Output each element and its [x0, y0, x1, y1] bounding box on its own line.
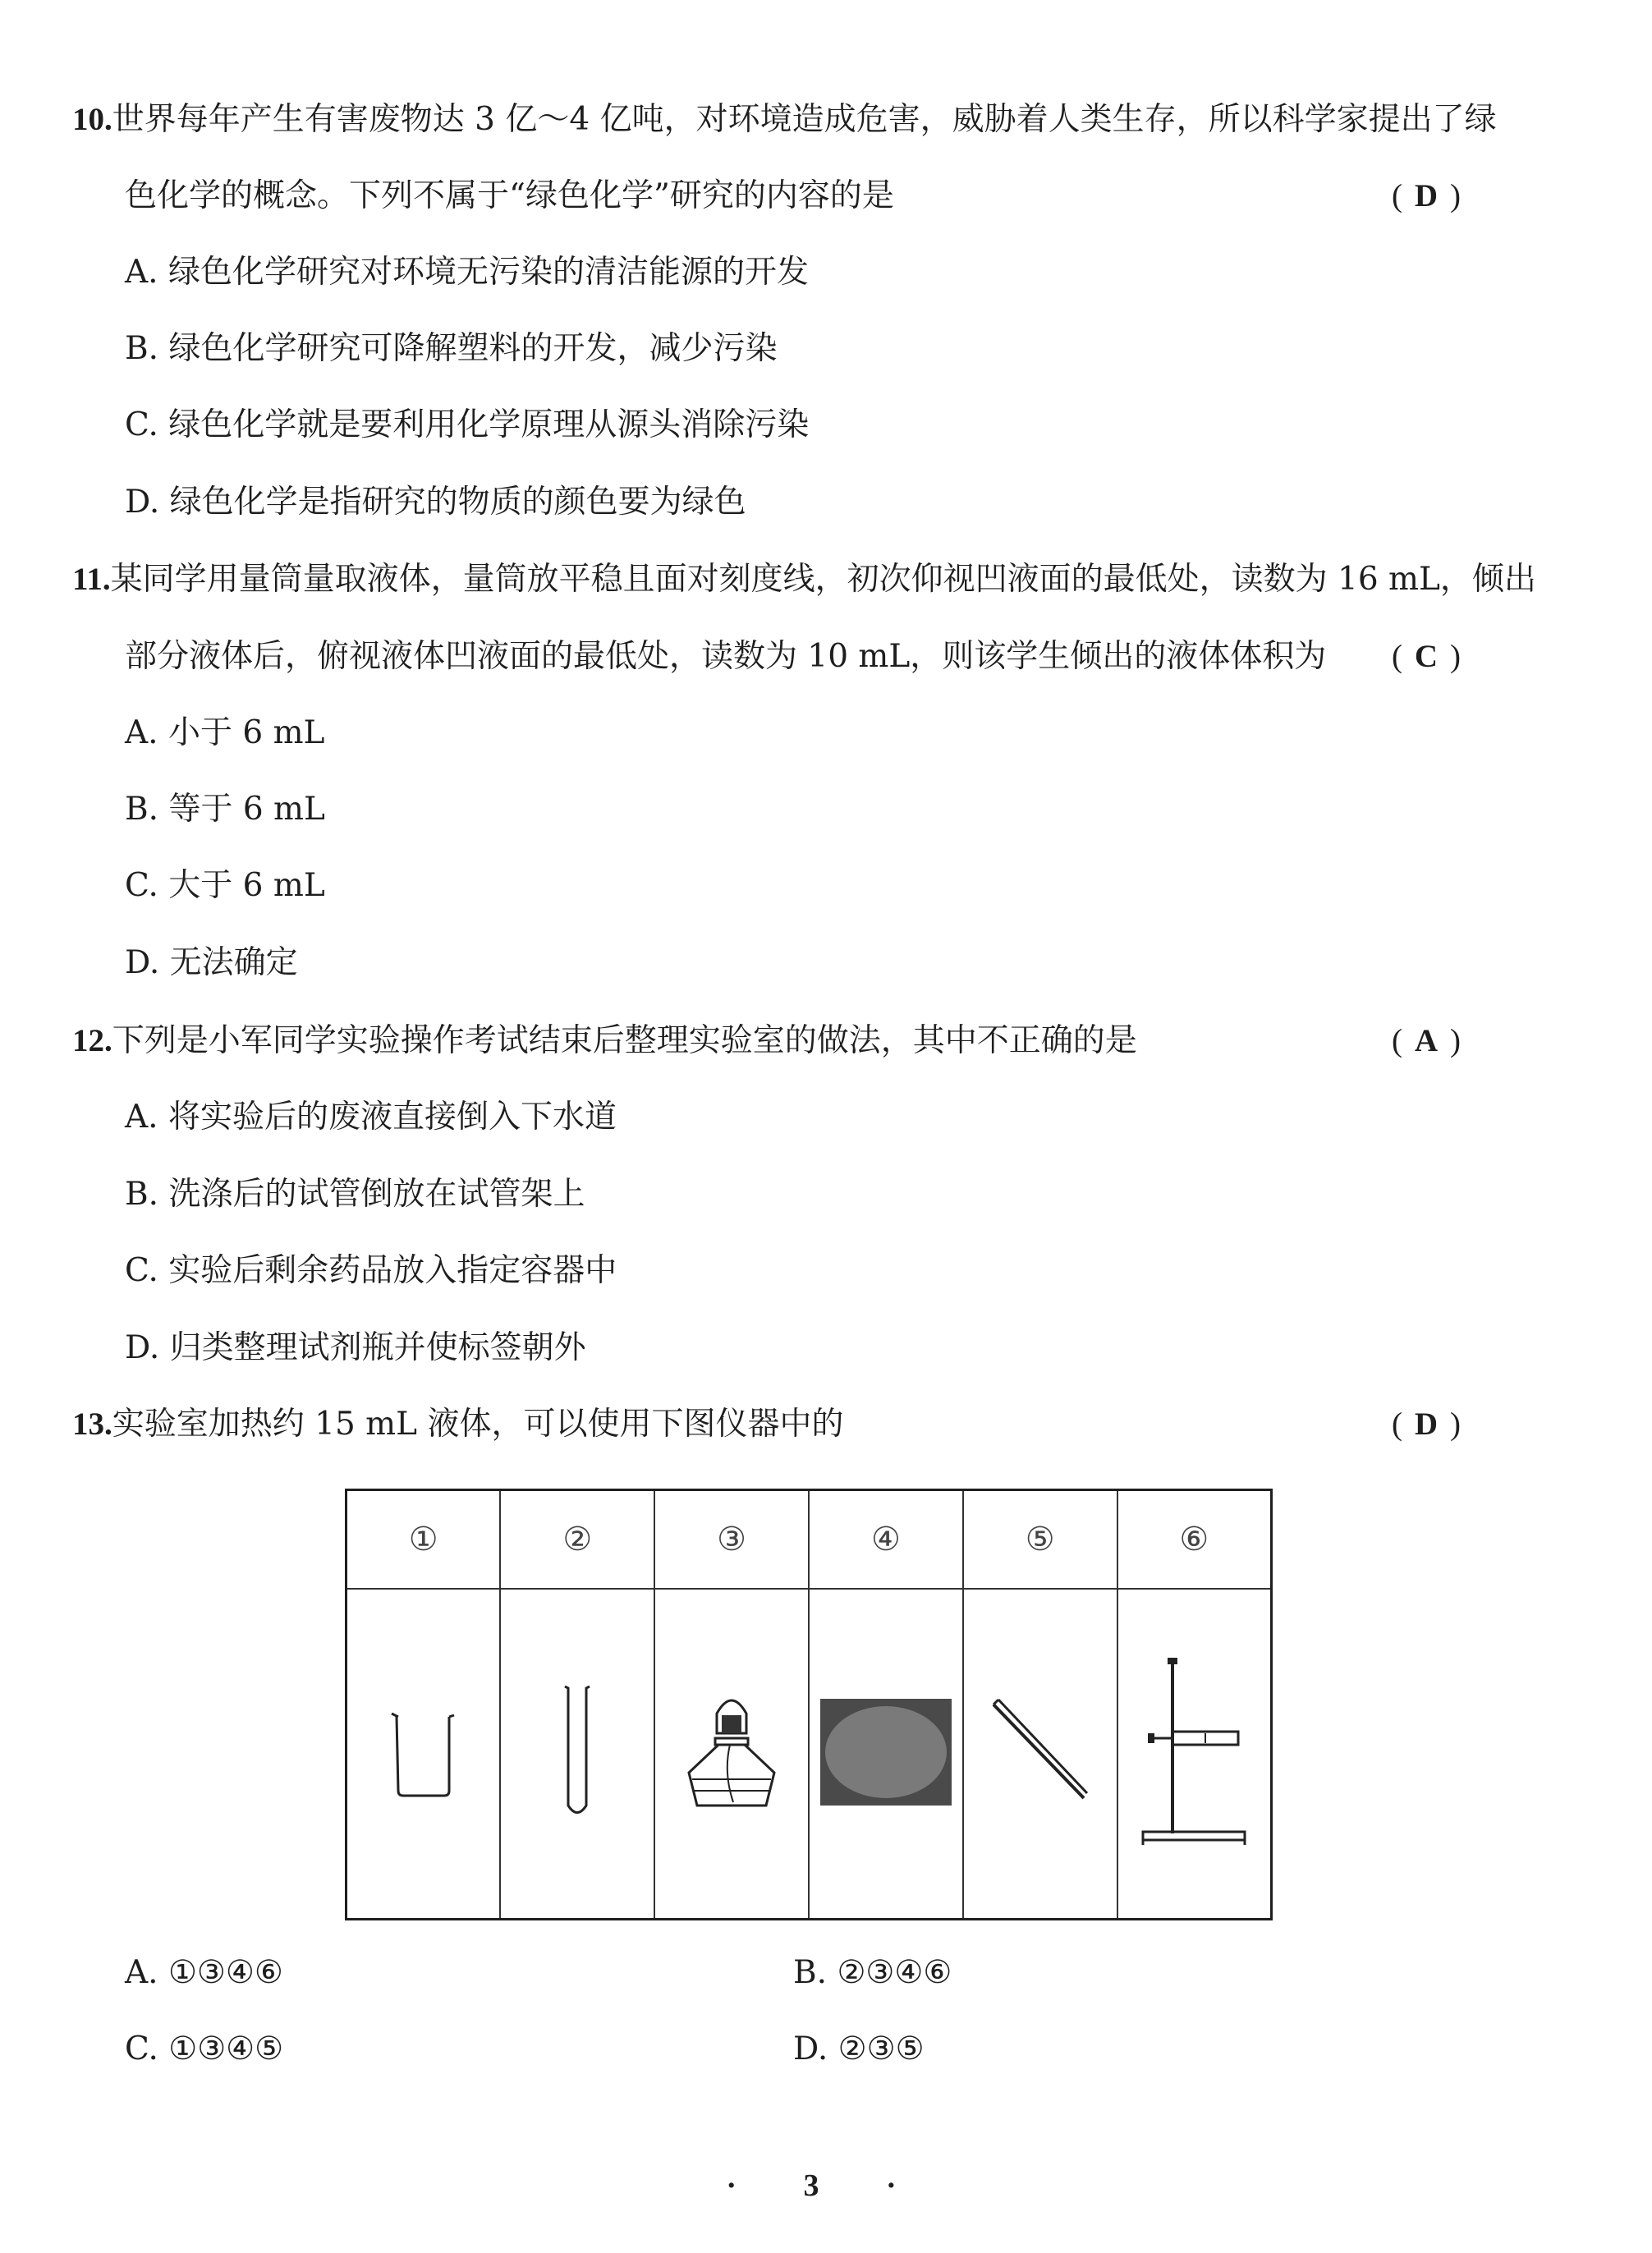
iron-stand-icon [1136, 1658, 1251, 1847]
q11-answer: ( C ) [1392, 639, 1461, 674]
q10-text-line1: 10.世界每年产生有害废物达 3 亿～4 亿吨，对环境造成危害，威胁着人类生存，所以科学家提出了绿 [72, 101, 1497, 138]
q13-number: 13. [72, 1406, 112, 1442]
q13-option-c: C. ①③④⑤ [125, 2030, 284, 2067]
q10-option-b: B. 绿色化学研究可降解塑料的开发，减少污染 [125, 330, 778, 367]
apparatus-cell-5 [963, 1589, 1117, 1920]
q11-number: 11. [72, 562, 111, 597]
apparatus-cell-4 [809, 1589, 963, 1920]
q12-text-line1: 12.下列是小军同学实验操作考试结束后整理实验室的做法，其中不正确的是 [72, 1022, 1137, 1059]
q10-number: 10. [72, 102, 112, 137]
q10-option-a: A. 绿色化学研究对环境无污染的清洁能源的开发 [125, 254, 809, 291]
apparatus-header-3: ③ [654, 1490, 809, 1590]
q13-text-line1: 13.实验室加热约 15 mL 液体，可以使用下图仪器中的 [72, 1406, 844, 1443]
q13-option-d: D. ②③⑤ [793, 2030, 925, 2067]
apparatus-header-6: ⑥ [1117, 1490, 1272, 1590]
q11-text-line2: 部分液体后，俯视液体凹液面的最低处，读数为 10 mL，则该学生倾出的液体体积为 [125, 638, 1327, 675]
q12-option-d: D. 归类整理试剂瓶并使标签朝外 [125, 1329, 586, 1366]
q12-option-a: A. 将实验后的废液直接倒入下水道 [125, 1099, 617, 1136]
page-number: · 3 · [726, 2168, 926, 2203]
apparatus-header-5: ⑤ [963, 1490, 1117, 1590]
q13-answer: ( D ) [1392, 1406, 1461, 1442]
beaker-icon [379, 1699, 469, 1806]
q12-answer: ( A ) [1392, 1023, 1461, 1058]
q12-option-b: B. 洗涤后的试管倒放在试管架上 [125, 1176, 585, 1213]
test-tube-icon [548, 1678, 606, 1826]
q10-option-c: C. 绿色化学就是要利用化学原理从源头消除污染 [125, 406, 810, 443]
apparatus-cell-6 [1117, 1589, 1272, 1920]
q10-option-d: D. 绿色化学是指研究的物质的颜色要为绿色 [125, 484, 746, 521]
apparatus-cell-2 [500, 1589, 654, 1920]
q12-number: 12. [72, 1023, 112, 1058]
q11-option-c: C. 大于 6 mL [125, 867, 325, 904]
q12-option-c: C. 实验后剩余药品放入指定容器中 [125, 1252, 617, 1289]
q13-option-a: A. ①③④⑥ [125, 1954, 283, 1991]
apparatus-table [345, 1489, 1273, 1920]
asbestos-gauze-icon [820, 1699, 952, 1806]
q11-option-b: B. 等于 6 mL [125, 791, 325, 828]
alcohol-lamp-icon [674, 1682, 789, 1822]
q10-text-line2: 色化学的概念。下列不属于“绿色化学”研究的内容的是 [125, 177, 894, 214]
apparatus-header-4: ④ [809, 1490, 963, 1590]
q11-option-d: D. 无法确定 [125, 944, 298, 981]
q13-option-b: B. ②③④⑥ [793, 1954, 952, 1991]
q11-option-a: A. 小于 6 mL [125, 714, 325, 751]
q10-answer: ( D ) [1392, 178, 1461, 213]
tongs-icon [987, 1695, 1094, 1810]
q11-text-line1: 11.某同学用量筒量取液体，量筒放平稳且面对刻度线，初次仰视凹液面的最低处，读数为 16 mL，倾出 [72, 561, 1536, 598]
apparatus-header-2: ② [500, 1490, 654, 1590]
apparatus-cell-1 [346, 1589, 501, 1920]
apparatus-header-1: ① [346, 1490, 501, 1590]
apparatus-cell-3 [654, 1589, 809, 1920]
